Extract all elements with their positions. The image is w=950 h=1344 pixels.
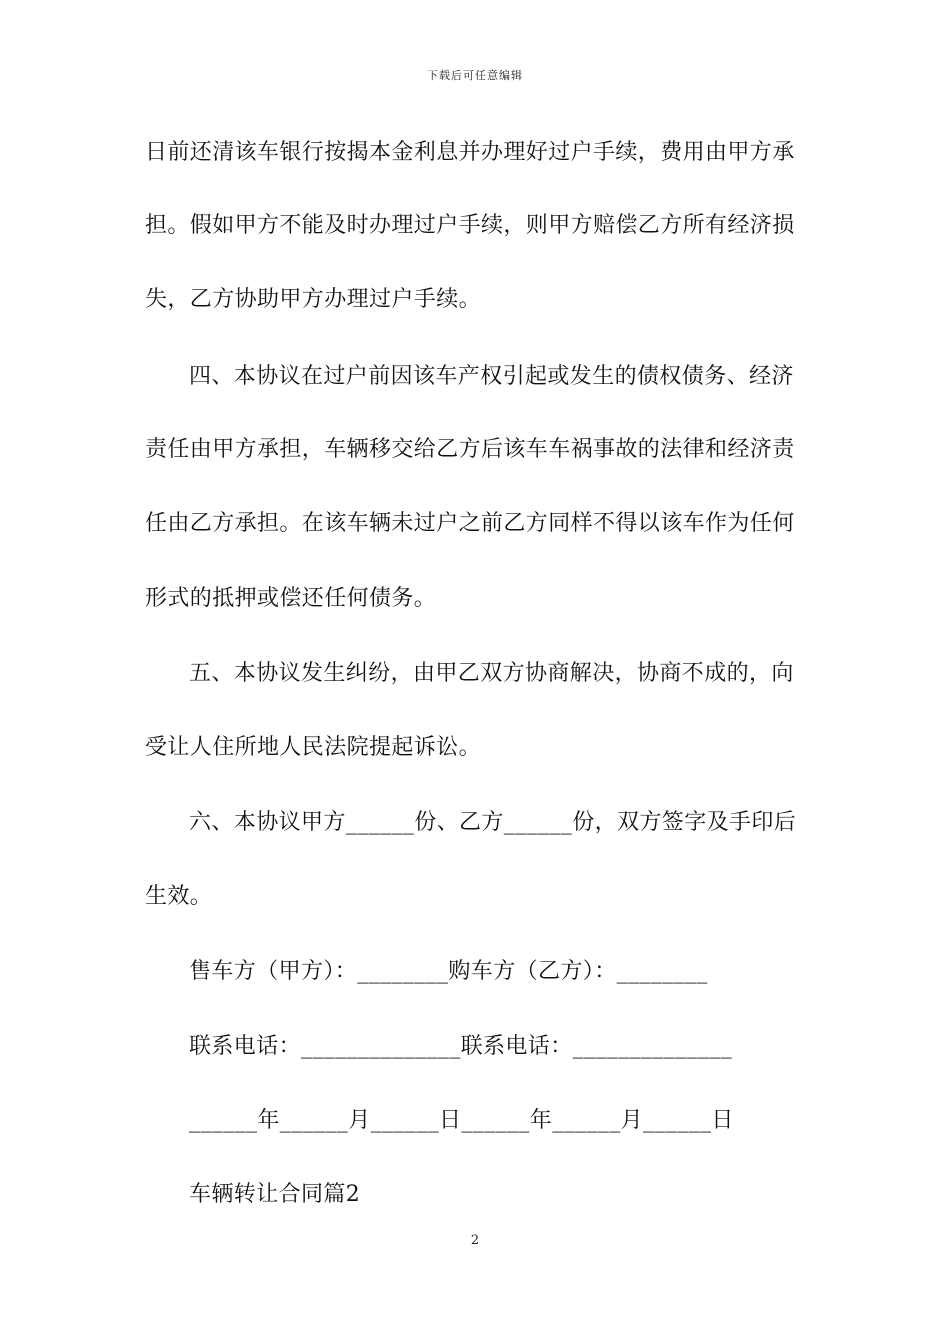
section-heading: 车辆转让合同篇2 bbox=[189, 1182, 361, 1207]
paragraph-line: 担。假如甲方不能及时办理过户手续，则甲方赔偿乙方所有经济损 bbox=[145, 213, 795, 238]
clause-five-line: 五、本协议发生纠纷，由甲乙双方协商解决，协商不成的，向 bbox=[189, 661, 794, 686]
page-number: 2 bbox=[470, 1233, 480, 1248]
paragraph-line: 受让人住所地人民法院提起诉讼。 bbox=[145, 735, 482, 760]
paragraph-line: 任由乙方承担。在该车辆未过户之前乙方同样不得以该车作为任何 bbox=[145, 511, 795, 536]
clause-four-line: 四、本协议在过户前因该车产权引起或发生的债权债务、经济 bbox=[189, 364, 794, 389]
paragraph-line: 生效。 bbox=[145, 884, 213, 909]
date-line: ______年______月______日______年______月______日 bbox=[189, 1108, 734, 1133]
paragraph-line: 形式的抵押或偿还任何债务。 bbox=[145, 586, 437, 611]
page-header-note: 下载后可任意编辑 bbox=[427, 69, 523, 82]
contact-phone-line: 联系电话：______________联系电话：______________ bbox=[189, 1034, 733, 1059]
paragraph-line: 日前还清该车银行按揭本金利息并办理好过户手续，费用由甲方承 bbox=[145, 140, 795, 165]
paragraph-line: 失，乙方协助甲方办理过户手续。 bbox=[145, 287, 482, 312]
paragraph-line: 责任由甲方承担，车辆移交给乙方后该车车祸事故的法律和经济责 bbox=[145, 437, 795, 462]
signature-parties-line: 售车方（甲方）：________购车方（乙方）：________ bbox=[189, 959, 708, 984]
clause-six-line: 六、本协议甲方______份、乙方______份，双方签字及手印后 bbox=[189, 810, 797, 835]
